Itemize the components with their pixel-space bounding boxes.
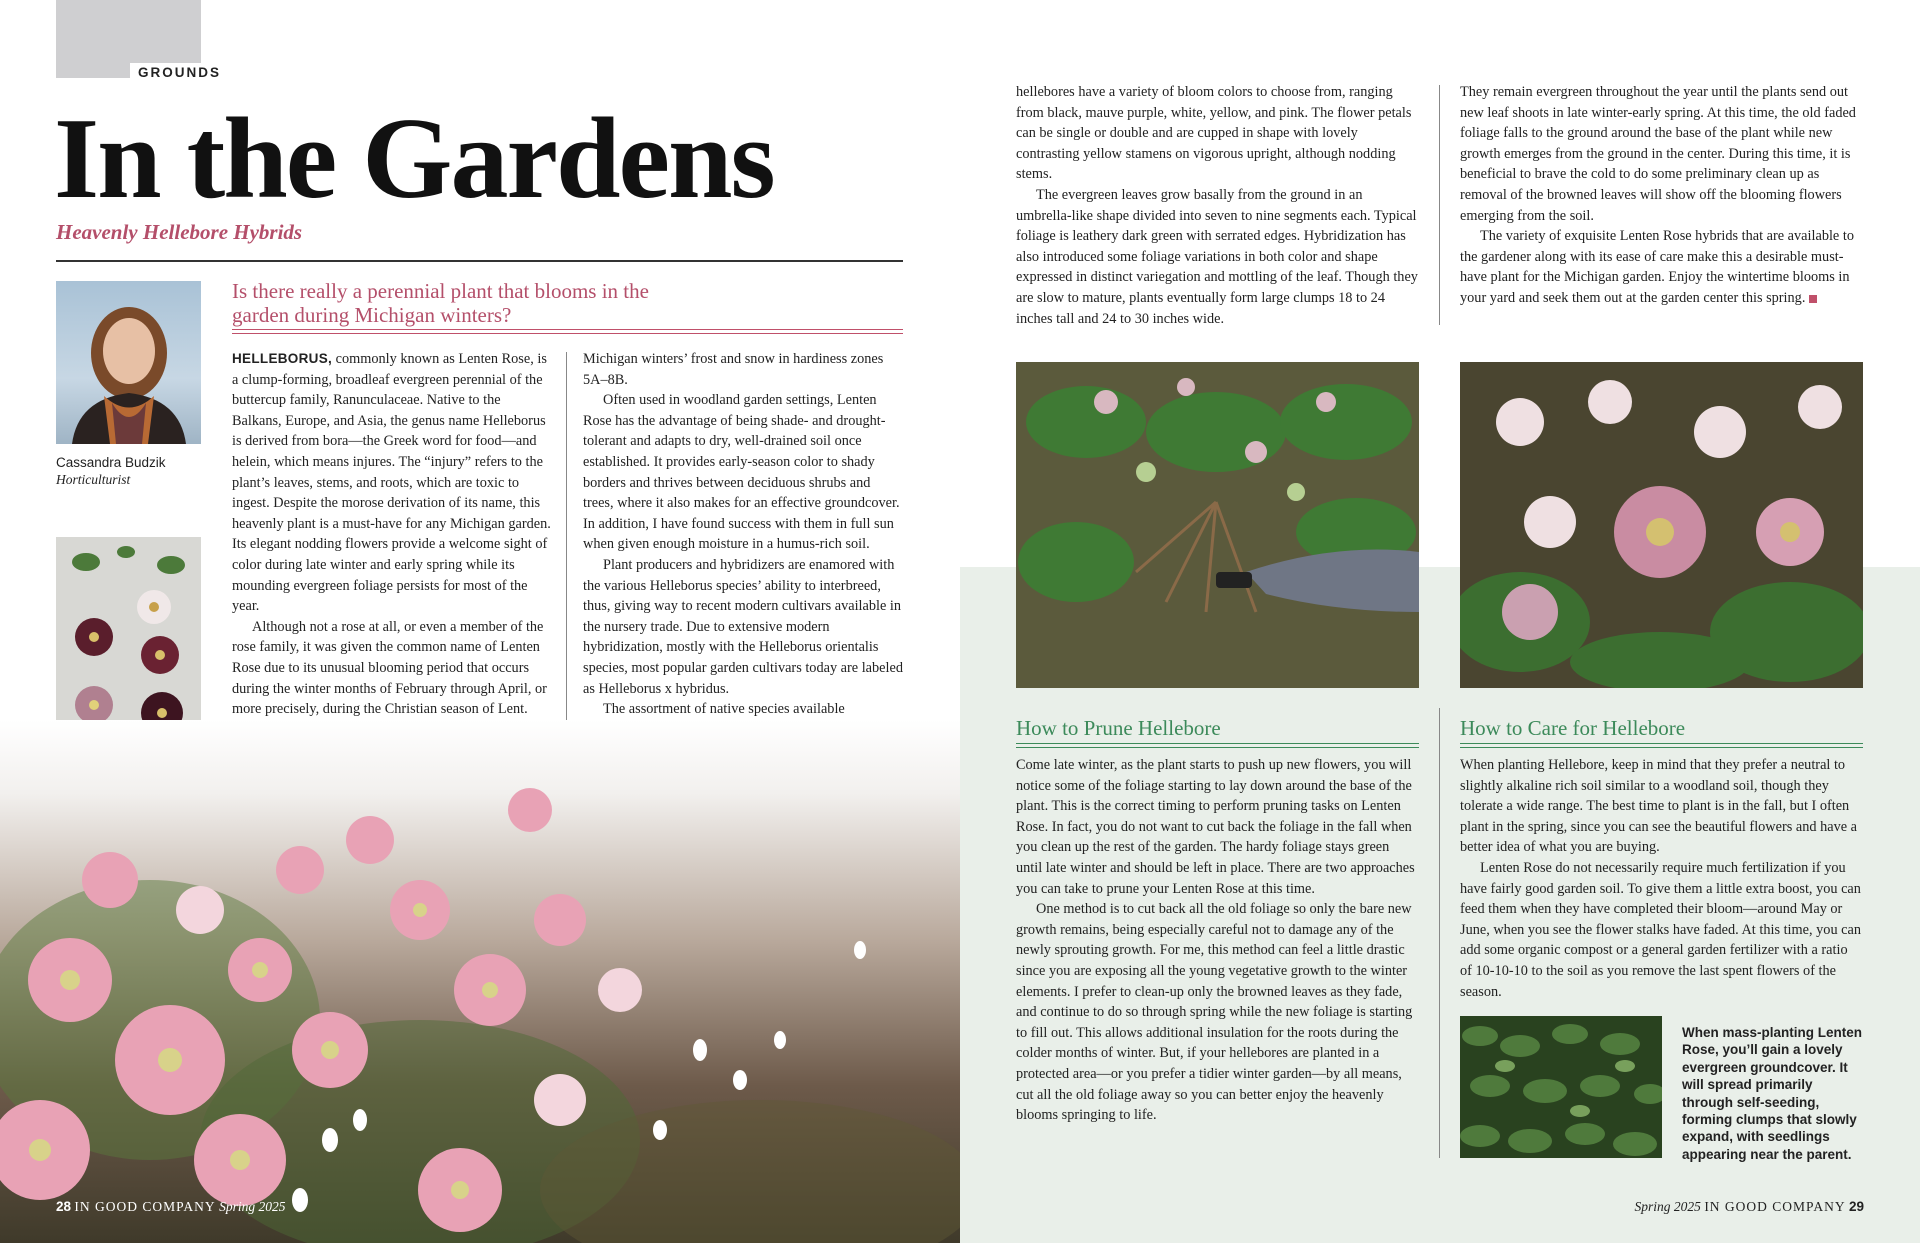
col4-paragraph-1: They remain evergreen throughout the year until the plants send out new leaf shoots in late winter-early spring. At this time, the old faded foliage falls to the ground around the base of the plant while new growth emerges from the ground in the center. During this time, it is beneficial to brave the cold to do some preliminary clean up as removal of the browned leaves will show off the blooming flowers emerging from the soil.: [1460, 84, 1856, 224]
page-title: In the Gardens: [54, 95, 774, 223]
folio-right-mag: IN GOOD COMPANY: [1704, 1199, 1846, 1214]
article-column-4: [1460, 82, 1863, 309]
hellebore-varieties-photo: [56, 537, 201, 750]
groundcover-foliage-icon: [1460, 1016, 1662, 1158]
author-photo: [56, 281, 201, 444]
groundcover-photo: [1460, 1016, 1662, 1158]
col1-paragraph-2: Although not a rose at all, or even a member of the rose family, it was given the common name of Lenten Rose due to its unusual blooming period that occurs during the winter months of February through April, or more precisely, during the Christian season of Lent.: [232, 618, 547, 718]
article-column-3: [1016, 82, 1419, 329]
prune-rule-1: [1016, 743, 1419, 744]
column-divider-right-bottom: [1439, 708, 1440, 1158]
prune-paragraph-2: One method is to cut back all the old foliage so only the bare new growth remains, being especially careful not to damage any of the newly sprouting growth. For me, this method can feel a little drastic since you are exposing all the young vegetative growth to the winter elements. I prefer to clean-up only the browned leaves as they fade, and continue to do so through spring while the new foliage is starting to fill out. This allows additional insulation for the roots during the colder months of winter. But, if your hellebores are planted in a protected area—or you prefer a tidier winter garden—by all means, cut all the old foliage away so you can better enjoy the heavenly blooms springing to life.: [1016, 901, 1413, 1124]
flower-varieties-icon: [56, 537, 201, 750]
section-tag: GROUNDS: [130, 63, 229, 83]
column-divider-right-top: [1439, 85, 1440, 325]
author-role: Horticulturist: [56, 472, 131, 487]
question-deck: Is there really a perennial plant that blooms in the garden during Michigan winters?: [232, 279, 649, 327]
author-portrait-icon: [56, 281, 201, 444]
folio-left-issue: Spring 2025: [219, 1199, 286, 1214]
care-heading: How to Care for Hellebore: [1460, 716, 1686, 740]
prune-heading: How to Prune Hellebore: [1016, 716, 1221, 740]
col3-paragraph-1: hellebores have a variety of bloom colors to choose from, ranging from black, mauve purple, white, yellow, and pink. The flower petals can be single or double and are cupped in shape with lovely contrasting yellow stamens on vigorous upright, although nodding stems.: [1016, 84, 1412, 183]
question-rule-2: [232, 333, 903, 334]
prune-paragraph-1: Come late winter, as the plant starts to push up new flowers, you will notice some of the foliage starting to lay down around the base of the plant. This is the correct timing to perform pruning tasks on Lenten Rose. In fact, you do not want to cut back the foliage in the fall when you clean up the rest of the garden. The hardy foliage stays green until late winter and should be left in place. There are two approaches you can take to prune your Lenten Rose at this time.: [1016, 757, 1415, 897]
folio-right: [1635, 1199, 1864, 1215]
hellebore-blooms-icon: [1460, 362, 1863, 688]
folio-left: [56, 1199, 285, 1215]
folio-right-issue: Spring 2025: [1634, 1199, 1701, 1214]
col4-paragraph-2: The variety of exquisite Lenten Rose hybrids that are available to the gardener along with its ease of care make this a desirable must-have plant for the Michigan garden. Enjoy the wintertime blooms in your yard and seek them out at the garden center this spring.: [1460, 228, 1854, 306]
col2-paragraph-4: The assortment of native species available: [603, 701, 845, 718]
folio-right-page: 29: [1848, 1199, 1864, 1214]
care-paragraph-2: Lenten Rose do not necessarily require much fertilization if you have fairly good garden soil. To give them a little extra boost, you can feed them when they have completed their bloom—around May or June, when you see the flower stalks have faded. At this time, you can add some organic compost or a general garden fertilizer with a ratio of 10-10-10 to the soil as you remove the last spent flowers of the season.: [1460, 859, 1862, 1000]
pink-hellebore-flowers-icon: [0, 720, 960, 1243]
col2-paragraph-3: Plant producers and hybridizers are enamored with the various Helleborus species’ ability to interbreed, thus, giving way to recent modern cultivars available in the nursery trade. Due to extensive modern hybridization, mostly with the Helleborus orientalis species, most popular garden cultivars today are labeled as Helleborus x hybridus.: [583, 556, 903, 697]
groundcover-caption: When mass-planting Lenten Rose, you’ll gain a lovely evergreen groundcover. It will spread primarily through self-seeding, forming clumps that slowly expand, with seedlings appearing near the parent.: [1682, 1025, 1863, 1162]
care-photo: [1460, 362, 1863, 688]
col2-paragraph-1: Michigan winters’ frost and snow in hardiness zones 5A–8B.: [583, 351, 884, 388]
col3-paragraph-2: The evergreen leaves grow basally from the ground in an umbrella-like shape divided into seven to nine segments each. Typical foliage is leathery dark green with serrated edges. Hybridization has also introduced some foliage variations in both color and shape expressed in distinct variegation and mottling of the leaf. Though they are slow to mature, plants eventually form large clumps 18 to 24 inches tall and 24 to 30 inches wide.: [1016, 186, 1418, 327]
subtitle: Heavenly Hellebore Hybrids: [56, 220, 303, 244]
col2-paragraph-2: Often used in woodland garden settings, Lenten Rose has the advantage of being shade- and drought-tolerant and adapts to dry, well-drained soil once established. It provides early-season color to shady borders and thrives between deciduous shrubs and trees, where it also makes for an effective groundcover. In addition, I have found success with them in full sun when given enough moisture in a humus-rich soil.: [583, 392, 900, 553]
care-rule-2: [1460, 747, 1863, 748]
pruning-photo: [1016, 362, 1419, 688]
care-text: [1460, 755, 1863, 1002]
title-rule: [56, 260, 903, 262]
care-rule-1: [1460, 743, 1863, 744]
author-name: Cassandra Budzik: [56, 455, 166, 470]
col1-paragraph-1: HELLEBORUS, commonly known as Lenten Rose, is a clump-forming, broadleaf evergreen perennial of the buttercup family, Ranunculaceae. Native to the Balkans, Europe, and Asia, the genus name Helleborus is derived from bora—the Greek word for food—and helein, which means injures. The “injury” refers to the plant’s leaves, stems, and roots, which are toxic to ingest. Despite the morose derivation of its name, this heavenly plant is a must-have for any Michigan garden. Its elegant nodding flowers provide a welcome sight of color during late winter and early spring while its mounding evergreen foliage persists for most of the year.: [232, 351, 551, 615]
prune-text: [1016, 755, 1419, 1126]
question-rule-1: [232, 329, 903, 330]
prune-rule-2: [1016, 747, 1419, 748]
care-paragraph-1: When planting Hellebore, keep in mind that they prefer a neutral to slightly alkaline rich soil similar to a woodland soil, though they tolerate a wide range. The best time to plant is in the fall, but I often plant in the spring, since you can see the beautiful flowers and have a better idea of what you are buying.: [1460, 757, 1858, 856]
lenten-rose-garden-photo: [0, 720, 960, 1243]
folio-left-page: 28: [56, 1199, 72, 1214]
folio-left-mag: IN GOOD COMPANY: [74, 1199, 216, 1214]
pruning-hellebore-icon: [1016, 362, 1419, 688]
end-mark-icon: [1809, 295, 1817, 303]
